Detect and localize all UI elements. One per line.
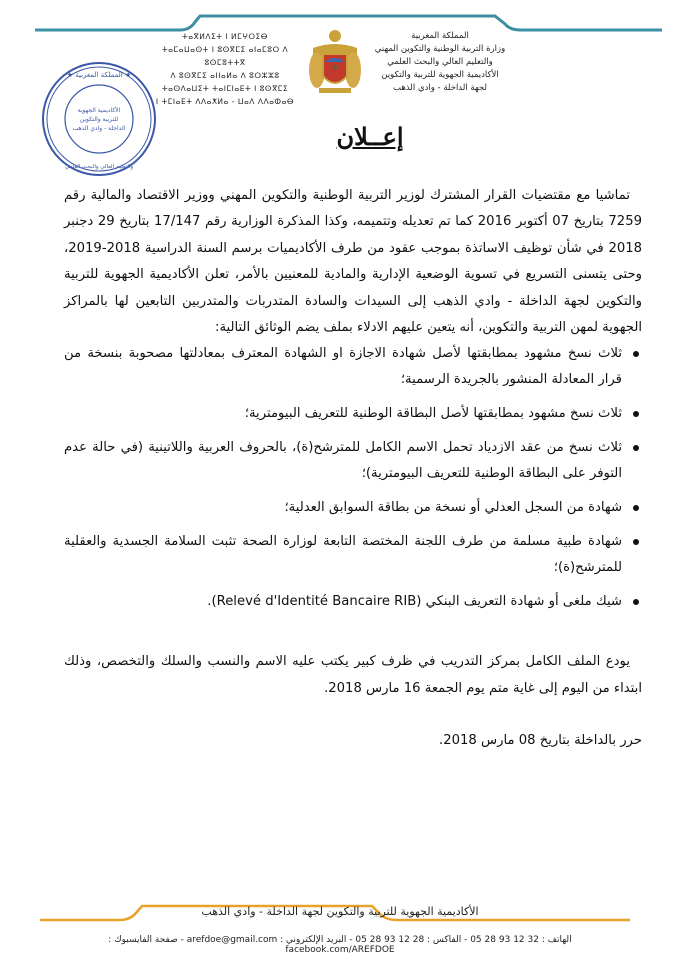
footer-title: الأكاديمية الجهوية للتربية والتكوين لجهة الداخلة - وادي الذهب xyxy=(201,905,479,918)
tifinagh-line: ⵏ ⵜⵎⵏⴰⴹⵜ ⴷⴷⴰⵅⵍⴰ - ⵡⴰⴷ ⴷⴷⴰⵀⴰⴱ xyxy=(155,97,295,106)
tifinagh-line: ⵜⴰⵎⴰⵡⴰⵙⵜ ⵏ ⵓⵙⴳⵎⵉ ⴰⵏⴰⵎⵓⵔ ⴷ ⵓⵙⵎⵓⵜⵜⴳ xyxy=(161,45,289,67)
coat-of-arms-icon xyxy=(305,28,365,98)
svg-text:للتربية والتكوين: للتربية والتكوين xyxy=(79,116,119,123)
list-item: ثلاث نسخ من عقد الازدياد تحمل الاسم الكامل للمترشح(ة)، بالحروف العربية واللاتينية (في حالة عدم التوفر على البطاقة الوطنية للتعريف البيومترية)؛ xyxy=(64,435,622,487)
tifinagh-line: ⵜⴰⵙⴷⴰⵡⵉⵜ ⵜⴰⵏⵎⵏⴰⴹⵜ ⵏ ⵓⵙⴳⵎⵉ xyxy=(161,84,289,93)
arabic-header xyxy=(365,30,515,95)
official-stamp xyxy=(40,60,158,178)
svg-text:الداخلة - وادي الذهب: الداخلة - وادي الذهب xyxy=(72,125,126,132)
header-line-text: وزارة التربية الوطنية والتكوين المهني xyxy=(374,44,506,54)
tifinagh-line: ⴷ ⵓⵙⴳⵎⵉ ⴰⵏⵏⴰⵍⴰ ⴷ ⵓⵔⵣⵣⵓ xyxy=(170,71,280,80)
tifinagh-header xyxy=(155,30,295,108)
footer-contact: الهاتف : 32 12 93 28 05 - الفاكس : 28 12 93 28 05 - البريد الإلكتروني : arefdoe@gmail.com - صفحة الفايسبوك : facebook.com/AREFDOE xyxy=(108,935,572,955)
list-item: ثلاث نسخ مشهود بمطابقتها لأصل البطاقة الوطنية للتعريف البيومترية؛ xyxy=(64,401,622,427)
list-item: شيك ملغى أو شهادة التعريف البنكي (Relevé d'Identité Bancaire RIB). xyxy=(64,589,622,615)
list-item: ثلاث نسخ مشهود بمطابقتها لأصل شهادة الاجازة او الشهادة المعترف بمعادلتها مصحوبة بنسخة من قرار المعادلة المنشور بالجريدة الرسمية؛ xyxy=(64,341,622,393)
header-line-text: الأكاديمية الجهوية للتربية والتكوين xyxy=(381,70,499,80)
closing-paragraph: يودع الملف الكامل بمركز التدريب في ظرف كبير يكتب عليه الاسم والنسب والسلك والتخصص، وذلك ابتداء من اليوم إلى غاية متم يوم الجمعة 16 مارس 2018. xyxy=(64,654,642,696)
tifinagh-line: ⵜⴰⴳⵍⴷⵉⵜ ⵏ ⵍⵎⵖⵔⵉⴱ xyxy=(182,32,268,41)
svg-text:والتعليم العالي والبحث العلمي: والتعليم العالي والبحث العلمي xyxy=(64,164,134,170)
documents-list xyxy=(64,341,642,615)
page-title: إعــلان xyxy=(336,122,404,151)
header-line-text: لجهة الداخلة - وادي الذهب xyxy=(393,83,487,93)
intro-paragraph: تماشيا مع مقتضيات القرار المشترك لوزير التربية الوطنية والتكوين المهني ووزير الاقتصاد والمالية رقم 7259 بتاريخ 07 أكتوبر 2016 كما تم تعديله وتتميمه، وكذا المذكرة الوزارية رقم 17/147 بتاريخ 29 دجنبر 2018 في شأن توظيف الاساتذة بموجب عقود من طرف الأكاديميات برسم السنة الدراسية 2018-2019، وحتى يتسنى التسريع في تسوية الوضعية الإدارية والمادية للمعنيين بالأمر، تعلن الأكاديمية الجهوية للتربية والتكوين لجهة الداخلة - وادي الذهب إلى السيدات والسادة المتدربات والمتدربين التابعين لها بالمراكز الجهوية لمهن التربية والتكوين، أنه يتعين عليهم الادلاء بملف يضم الوثائق التالية: xyxy=(64,188,642,336)
signature-date: حرر بالداخلة بتاريخ 08 مارس 2018. xyxy=(439,733,642,749)
header-line-text: المملكة المغربية xyxy=(411,31,469,41)
svg-text:★ المملكة المغربية ★: ★ المملكة المغربية ★ xyxy=(66,71,132,79)
svg-text:الأكاديمية الجهوية: الأكاديمية الجهوية xyxy=(77,107,121,114)
list-item: شهادة من السجل العدلي أو نسخة من بطاقة السوابق العدلية؛ xyxy=(64,495,622,521)
header-line-text: والتعليم العالي والبحث العلمي xyxy=(387,57,493,67)
list-item: شهادة طبية مسلمة من طرف اللجنة المختصة التابعة لوزارة الصحة تثبت السلامة الجسدية والعقلية للمترشح(ة)؛ xyxy=(64,529,622,581)
announcement-body xyxy=(64,183,642,755)
